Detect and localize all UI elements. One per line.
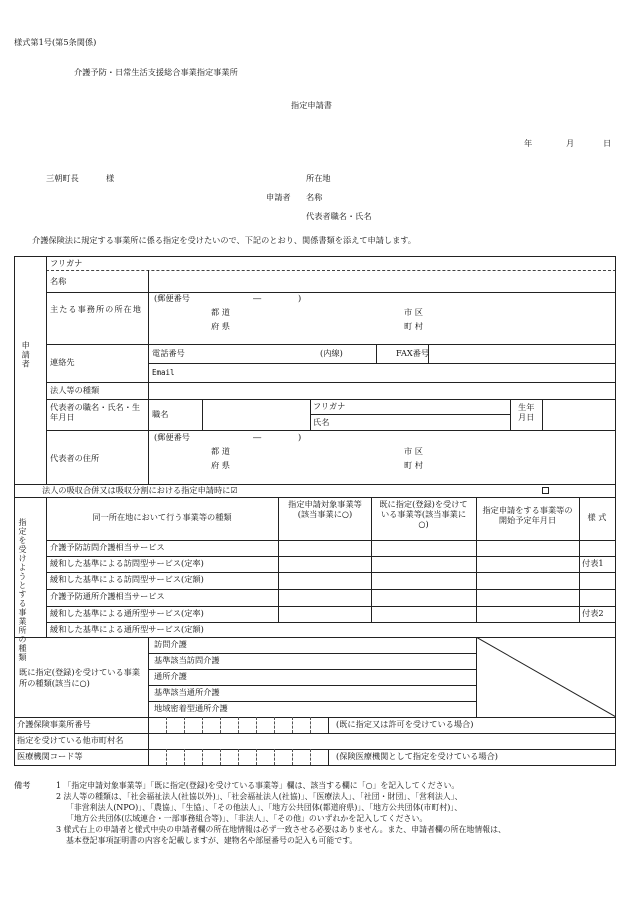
col-target: 指定申請対象事業等(該当事業に○) bbox=[288, 499, 362, 519]
merger-label: 法人の吸収合併又は吸収分割における指定申請時に☑ bbox=[42, 485, 238, 495]
medical-code-note: (保険医療機関として指定を受けている場合) bbox=[336, 751, 498, 761]
existing-label: 既に指定(登録)を受けている事業所の種類(該当に○) bbox=[19, 667, 141, 689]
furigana-label: フリガナ bbox=[50, 258, 83, 268]
note-line: 1 「指定申請対象事業等」「既に指定(登録)を受けている事業等」欄は、該当する欄に「○」を記入してください。 bbox=[56, 781, 460, 790]
note-line: 基本登記事項証明書の内容を記載しますが、建物名や部屋番号の記入も可能です。 bbox=[66, 836, 358, 845]
chou-son-label: 町 村 bbox=[404, 321, 423, 331]
rep-fu-ken-label: 府 県 bbox=[211, 460, 230, 470]
to-do-label: 都 道 bbox=[211, 307, 230, 317]
office-number-label: 介護保険事業所番号 bbox=[17, 719, 91, 729]
applicant-address-label: 所在地 bbox=[306, 173, 331, 183]
extension-label: (内線) bbox=[320, 348, 343, 358]
col-form: 様 式 bbox=[587, 512, 607, 522]
position-label: 職名 bbox=[152, 409, 169, 419]
applicant-rep-label: 代表者職名・氏名 bbox=[306, 211, 372, 221]
service-row: 介護予防通所介護相当サービス bbox=[50, 591, 165, 601]
service-row: 介護予防訪問介護相当サービス bbox=[50, 542, 165, 552]
applicant-side-label: 申請者 bbox=[21, 341, 32, 369]
form-annex-2: 付表2 bbox=[582, 608, 604, 618]
rep-shi-ku-label: 市 区 bbox=[404, 446, 423, 456]
form-annex-1: 付表1 bbox=[582, 558, 604, 568]
notes-label: 備考 bbox=[14, 780, 31, 790]
intro-text: 介護保険法に規定する事業所に係る指定を受けたいので、下記のとおり、関係書類を添えて申請します。 bbox=[32, 235, 416, 245]
office-type-heading: 介護予防・日常生活支援総合事業指定事業所 bbox=[74, 67, 238, 77]
existing-item: 基準該当通所介護 bbox=[154, 687, 220, 697]
date-day-label: 日 bbox=[603, 138, 612, 148]
col-service-type: 同一所在地において行う事業等の種類 bbox=[92, 512, 232, 522]
service-row: 緩和した基準による通所型サービス(定額) bbox=[50, 624, 204, 634]
medical-code-label: 医療機関コード等 bbox=[17, 751, 83, 761]
merger-checkbox[interactable] bbox=[542, 487, 549, 494]
date-month-label: 月 bbox=[566, 138, 575, 148]
note-line: 「地方公共団体(広域連合・一部事務組合等)」、「非法人」、「その他」のいずれかを記入してください。 bbox=[66, 814, 428, 823]
rep-postal-label: (郵便番号 bbox=[154, 432, 190, 442]
contact-label: 連絡先 bbox=[50, 357, 75, 367]
phone-label: 電話番号 bbox=[152, 348, 185, 358]
name-label: 名称 bbox=[50, 276, 67, 286]
note-line: 「非営利法人(NPO)」、「農協」、「生協」、「その他法人」、「地方公共団体(都道府県)」、「地方公共団体(市町村)」、 bbox=[66, 803, 463, 812]
note-line: 3 様式右上の申請者と様式中央の申請者欄の所在地情報は必ず一致させる必要はありません。また、申請者欄の所在地情報は、 bbox=[56, 825, 506, 834]
col-existing: 既に指定(登録)を受けている事業等(該当事業に○) bbox=[379, 499, 468, 529]
email-label: Email bbox=[152, 368, 175, 377]
service-row: 緩和した基準による訪問型サービス(定率) bbox=[50, 558, 204, 568]
page-title: 指定申請書 bbox=[291, 100, 332, 110]
postal-dash: ― bbox=[253, 293, 262, 303]
service-row: 緩和した基準による訪問型サービス(定額) bbox=[50, 574, 204, 584]
office-address-label: 主たる事務所の所在地 bbox=[50, 304, 142, 314]
existing-item: 基準該当訪問介護 bbox=[154, 655, 220, 665]
date-year-label: 年 bbox=[524, 138, 533, 148]
corp-type-label: 法人等の種類 bbox=[50, 385, 100, 395]
diagonal-strike bbox=[476, 637, 616, 717]
fax-label: FAX番号 bbox=[396, 348, 430, 358]
shi-ku-label: 市 区 bbox=[404, 307, 423, 317]
note-line: 2 法人等の種類は、「社会福祉法人(社協以外)」、「社会福祉法人(社協)」、「医療法人」、「社団・財団」、「営利法人」、 bbox=[56, 792, 463, 801]
postal-close: ) bbox=[298, 293, 302, 303]
dob-label: 生年月日 bbox=[518, 402, 535, 422]
applicant-name-label: 名称 bbox=[306, 192, 323, 202]
service-row: 緩和した基準による通所型サービス(定率) bbox=[50, 608, 204, 618]
col-start-date: 指定申請をする事業等の開始予定年月日 bbox=[482, 505, 573, 525]
application-form-table bbox=[14, 256, 616, 766]
rep-to-do-label: 都 道 bbox=[211, 446, 230, 456]
rep-name-label: 氏名 bbox=[313, 417, 330, 427]
recipient-honorific: 様 bbox=[106, 173, 115, 183]
existing-item: 地域密着型通所介護 bbox=[154, 703, 228, 713]
recipient: 三朝町長 bbox=[46, 173, 79, 183]
services-side-label: 指定を受けようとする事業所の種類 bbox=[18, 518, 27, 662]
other-city-label: 指定を受けている他市町村名 bbox=[17, 735, 124, 745]
applicant-label: 申請者 bbox=[266, 192, 291, 202]
rep-chou-son-label: 町 村 bbox=[404, 460, 423, 470]
rep-furigana-label: フリガナ bbox=[313, 401, 346, 411]
rep-info-label: 代表者の職名・氏名・生年月日 bbox=[50, 402, 141, 422]
form-number: 様式第1号(第5条関係) bbox=[14, 37, 97, 47]
rep-postal-close: ) bbox=[298, 432, 302, 442]
rep-postal-dash: ― bbox=[253, 432, 262, 442]
rep-address-label: 代表者の住所 bbox=[50, 453, 100, 463]
office-number-note: (既に指定又は許可を受けている場合) bbox=[336, 719, 474, 729]
existing-item: 訪問介護 bbox=[154, 639, 187, 649]
postal-label: (郵便番号 bbox=[154, 293, 190, 303]
fu-ken-label: 府 県 bbox=[211, 321, 230, 331]
existing-item: 通所介護 bbox=[154, 671, 187, 681]
